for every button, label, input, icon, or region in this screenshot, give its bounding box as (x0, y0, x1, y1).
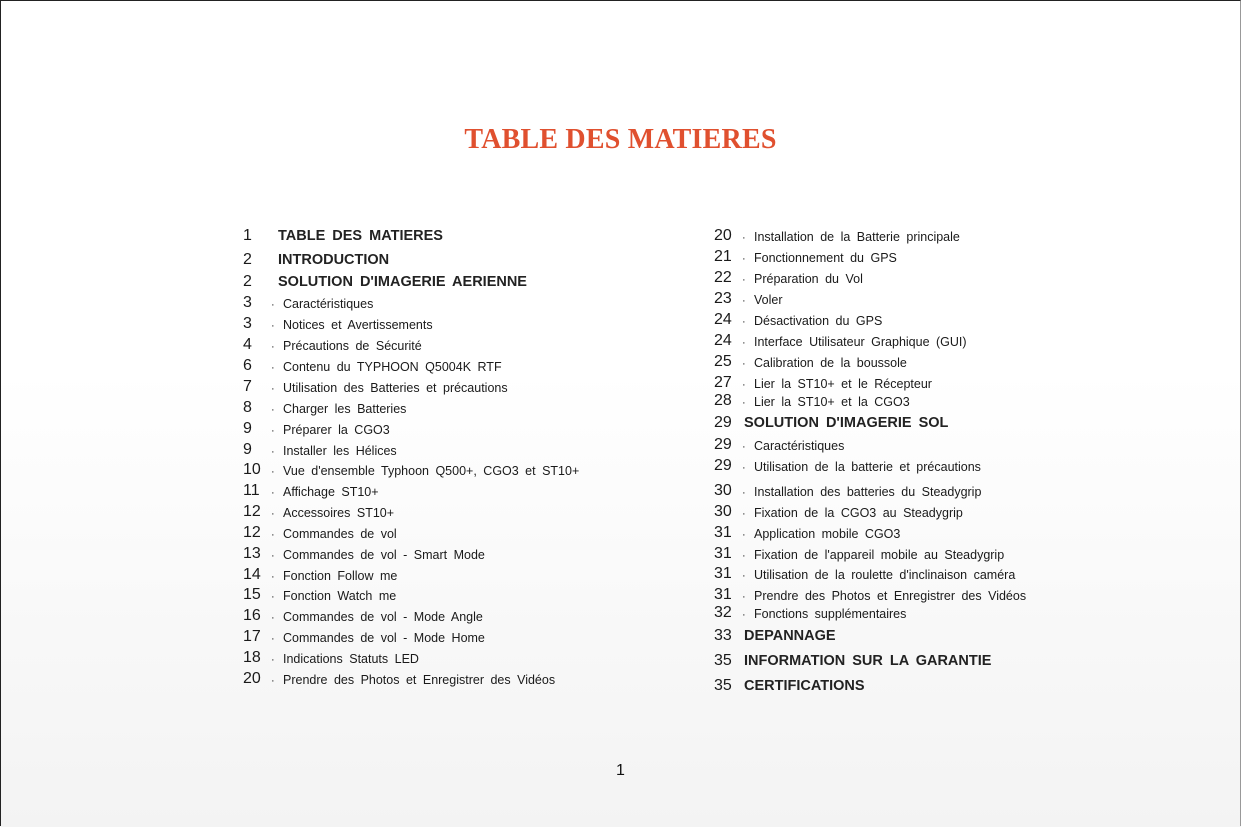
bullet-icon: · (742, 462, 746, 474)
toc-entry-label: · Prendre des Photos et Enregistrer des Vidéos (742, 589, 1027, 603)
toc-page-number: 12 (243, 524, 261, 541)
bullet-icon: · (742, 358, 746, 370)
toc-entry-label: TABLE DES MATIERES (278, 228, 443, 244)
bullet-icon: · (742, 232, 746, 244)
toc-page-number: 16 (243, 607, 261, 624)
toc-page-number: 35 (714, 677, 732, 694)
toc-entry-label: · Commandes de vol - Mode Home (271, 631, 485, 645)
toc-entry-label: · Notices et Avertissements (271, 318, 433, 332)
toc-page-number: 9 (243, 441, 252, 458)
bullet-icon: · (742, 508, 746, 520)
toc-entry-label: · Préparation du Vol (742, 272, 863, 286)
toc-page-number: 18 (243, 649, 261, 666)
toc-entry-label: · Commandes de vol - Mode Angle (271, 610, 483, 624)
toc-entry-label: · Lier la ST10+ et le Récepteur (742, 377, 932, 391)
toc-entry-label: · Caractéristiques (742, 439, 845, 453)
toc-page-number: 10 (243, 461, 261, 478)
toc-entry-label: · Charger les Batteries (271, 402, 407, 416)
toc-page-number: 23 (714, 290, 732, 307)
toc-page-number: 6 (243, 357, 252, 374)
toc-entry-label: DEPANNAGE (744, 628, 836, 644)
bullet-icon: · (742, 274, 746, 286)
bullet-icon: · (742, 316, 746, 328)
toc-entry-label: · Utilisation des Batteries et précautions (271, 381, 508, 395)
toc-entry-label: · Fixation de la CGO3 au Steadygrip (742, 506, 963, 520)
toc-page-number: 7 (243, 378, 252, 395)
toc-entry-label: · Contenu du TYPHOON Q5004K RTF (271, 360, 502, 374)
toc-page-number: 2 (243, 273, 252, 290)
toc-entry-label: · Précautions de Sécurité (271, 339, 422, 353)
bullet-icon: · (271, 320, 275, 332)
toc-page-number: 29 (714, 414, 732, 431)
toc-entry-label: · Fonctionnement du GPS (742, 251, 897, 265)
toc-page-number: 1 (243, 227, 252, 244)
bullet-icon: · (742, 570, 746, 582)
bullet-icon: · (271, 425, 275, 437)
toc-page-number: 17 (243, 628, 261, 645)
toc-entry-label: · Fonction Watch me (271, 589, 397, 603)
page-title: TABLE DES MATIERES (464, 124, 777, 155)
toc-page-number: 21 (714, 248, 732, 265)
bullet-icon: · (271, 550, 275, 562)
toc-page-number: 20 (243, 670, 261, 687)
toc-page-number: 11 (243, 482, 260, 499)
toc-page-number: 32 (714, 604, 732, 621)
toc-page-number: 29 (714, 457, 732, 474)
toc-entry-label: · Installation de la Batterie principale (742, 230, 960, 244)
toc-page-number: 12 (243, 503, 261, 520)
bullet-icon: · (271, 529, 275, 541)
toc-page-number: 3 (243, 315, 252, 332)
toc-page-number: 3 (243, 294, 252, 311)
toc-entry-label: · Application mobile CGO3 (742, 527, 901, 541)
toc-entry-label: CERTIFICATIONS (744, 678, 865, 694)
bullet-icon: · (742, 397, 746, 409)
toc-entry-label: INTRODUCTION (278, 252, 390, 268)
bullet-icon: · (271, 466, 275, 478)
page-number: 1 (616, 762, 625, 779)
bullet-icon: · (742, 529, 746, 541)
bullet-icon: · (742, 609, 746, 621)
bullet-icon: · (742, 591, 746, 603)
toc-page-number: 28 (714, 392, 732, 409)
toc-entry-label: · Désactivation du GPS (742, 314, 883, 328)
bullet-icon: · (742, 379, 746, 391)
bullet-icon: · (271, 591, 275, 603)
bullet-icon: · (271, 404, 275, 416)
toc-entry-label: · Interface Utilisateur Graphique (GUI) (742, 335, 967, 349)
toc-page-number: 8 (243, 399, 252, 416)
toc-entry-label: · Vue d'ensemble Typhoon Q500+, CGO3 et ST10+ (271, 464, 580, 478)
toc-page-number: 13 (243, 545, 261, 562)
bullet-icon: · (271, 654, 275, 666)
bullet-icon: · (742, 441, 746, 453)
toc-page-number: 9 (243, 420, 252, 437)
toc-page-number: 31 (714, 565, 732, 582)
toc-entry-label: · Affichage ST10+ (271, 485, 379, 499)
toc-page-number: 31 (714, 586, 732, 603)
toc-entry-label: · Commandes de vol (271, 527, 397, 541)
bullet-icon: · (271, 446, 275, 458)
toc-entry-label: · Fixation de l'appareil mobile au Steadygrip (742, 548, 1005, 562)
bullet-icon: · (742, 550, 746, 562)
toc-page-number: 30 (714, 482, 732, 499)
toc-entry-label: · Accessoires ST10+ (271, 506, 395, 520)
bullet-icon: · (271, 362, 275, 374)
toc-entry-label: · Indications Statuts LED (271, 652, 419, 666)
bullet-icon: · (742, 337, 746, 349)
toc-page-number: 33 (714, 627, 732, 644)
toc-entry-label: · Lier la ST10+ et la CGO3 (742, 395, 910, 409)
toc-page-number: 15 (243, 586, 261, 603)
toc-entry-label: · Fonction Follow me (271, 569, 398, 583)
toc-entry-label: INFORMATION SUR LA GARANTIE (744, 653, 992, 669)
toc-entry-label: · Préparer la CGO3 (271, 423, 390, 437)
toc-entry-label: · Prendre des Photos et Enregistrer des Vidéos (271, 673, 556, 687)
toc-entry-label: SOLUTION D'IMAGERIE SOL (744, 415, 949, 431)
bullet-icon: · (271, 571, 275, 583)
toc-page-number: 22 (714, 269, 732, 286)
toc-entry-label: · Utilisation de la roulette d'inclinaison caméra (742, 568, 1016, 582)
bullet-icon: · (271, 508, 275, 520)
toc-entry-label: · Installer les Hélices (271, 444, 397, 458)
toc-entry-label: · Caractéristiques (271, 297, 374, 311)
bullet-icon: · (271, 633, 275, 645)
toc-page-number: 30 (714, 503, 732, 520)
bullet-icon: · (271, 487, 275, 499)
toc-page-number: 35 (714, 652, 732, 669)
toc-entry-label: · Installation des batteries du Steadygrip (742, 485, 982, 499)
bullet-icon: · (742, 295, 746, 307)
toc-entry-label: · Fonctions supplémentaires (742, 607, 907, 621)
toc-page-number: 29 (714, 436, 732, 453)
toc-entry-label: · Calibration de la boussole (742, 356, 907, 370)
bullet-icon: · (742, 253, 746, 265)
toc-page-number: 31 (714, 524, 732, 541)
bullet-icon: · (742, 487, 746, 499)
bullet-icon: · (271, 675, 275, 687)
bullet-icon: · (271, 341, 275, 353)
toc-page-number: 2 (243, 251, 252, 268)
toc-entry-label: SOLUTION D'IMAGERIE AERIENNE (278, 274, 527, 290)
bullet-icon: · (271, 383, 275, 395)
toc-entry-label: · Voler (742, 293, 783, 307)
toc-page-number: 24 (714, 332, 732, 349)
toc-page-number: 24 (714, 311, 732, 328)
toc-page-number: 14 (243, 566, 261, 583)
toc-page-number: 25 (714, 353, 732, 370)
toc-page-number: 27 (714, 374, 732, 391)
toc-page-number: 4 (243, 336, 252, 353)
toc-entry-label: · Commandes de vol - Smart Mode (271, 548, 485, 562)
bullet-icon: · (271, 299, 275, 311)
bullet-icon: · (271, 612, 275, 624)
toc-page-number: 31 (714, 545, 732, 562)
toc-page-number: 20 (714, 227, 732, 244)
toc-entry-label: · Utilisation de la batterie et précautions (742, 460, 981, 474)
